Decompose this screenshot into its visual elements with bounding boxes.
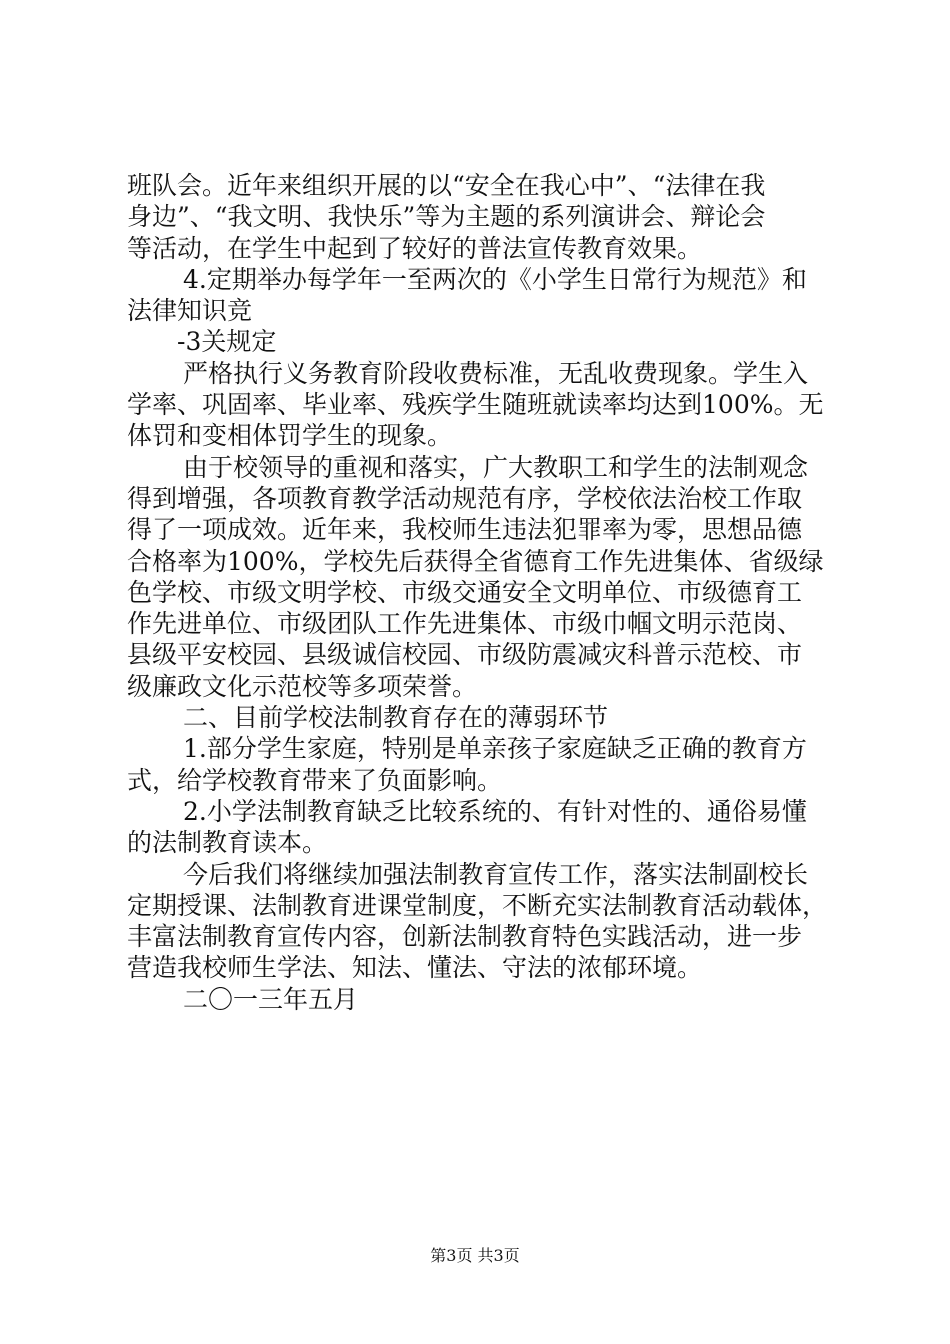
text-line: 色学校、市级文明学校、市级交通安全文明单位、市级德育工 — [127, 577, 803, 607]
section-heading: 二、目前学校法制教育存在的薄弱环节 — [183, 703, 609, 733]
text-line: 班队会。近年来组织开展的以“安全在我心中”、“法律在我 — [127, 171, 766, 200]
paragraph-start: 由于校领导的重视和落实，广大教职工和学生的法制观念 — [183, 452, 809, 482]
paragraph-start: 今后我们将继续加强法制教育宣传工作，落实法制副校长 — [183, 859, 809, 889]
text-line: 级廉政文化示范校等多项荣誉。 — [127, 671, 478, 701]
document-body — [127, 170, 842, 1015]
text-line: 丰富法制教育宣传内容，创新法制教育特色实践活动，进一步 — [127, 922, 803, 952]
text-line: 身边”、“我文明、我快乐”等为主题的系列演讲会、辩论会 — [127, 202, 766, 232]
text-line: 合格率为100%，学校先后获得全省德育工作先进集体、省级绿 — [127, 546, 824, 576]
paragraph-start: 严格执行义务教育阶段收费标准，无乱收费现象。学生入 — [183, 358, 809, 388]
text-line: 得了一项成效。近年来，我校师生违法犯罪率为零，思想品德 — [127, 515, 803, 545]
text-line: 作先进单位、市级团队工作先进集体、市级巾帼文明示范岗、 — [127, 609, 803, 639]
text-line: 的法制教育读本。 — [127, 828, 328, 858]
text-line: 体罚和变相体罚学生的现象。 — [127, 421, 453, 451]
list-item-heading: 4.定期举办每学年一至两次的《小学生日常行为规范》和 — [183, 264, 807, 294]
text-line: 营造我校师生学法、知法、懂法、守法的浓郁环境。 — [127, 953, 703, 983]
text-line: 学率、巩固率、毕业率、残疾学生随班就读率均达到100%。无 — [127, 390, 824, 420]
text-line: 县级平安校园、县级诚信校园、市级防震减灾科普示范校、市 — [127, 640, 803, 670]
list-item-heading: 2.小学法制教育缺乏比较系统的、有针对性的、通俗易懂 — [183, 796, 807, 826]
text-line: 定期授课、法制教育进课堂制度，不断充实法制教育活动载体， — [127, 890, 828, 920]
text-line: 式，给学校教育带来了负面影响。 — [127, 765, 503, 795]
text-line: -3关规定 — [177, 327, 277, 357]
page-number-footer: 第3页 共3页 — [430, 1246, 520, 1265]
list-item-heading: 1.部分学生家庭，特别是单亲孩子家庭缺乏正确的教育方 — [183, 734, 807, 764]
text-line: 等活动，在学生中起到了较好的普法宣传教育效果。 — [127, 233, 703, 263]
text-line: 得到增强，各项教育教学活动规范有序，学校依法治校工作取 — [127, 483, 803, 513]
text-line: 法律知识竞 — [127, 296, 253, 326]
document-date: 二〇一三年五月 — [183, 984, 359, 1014]
